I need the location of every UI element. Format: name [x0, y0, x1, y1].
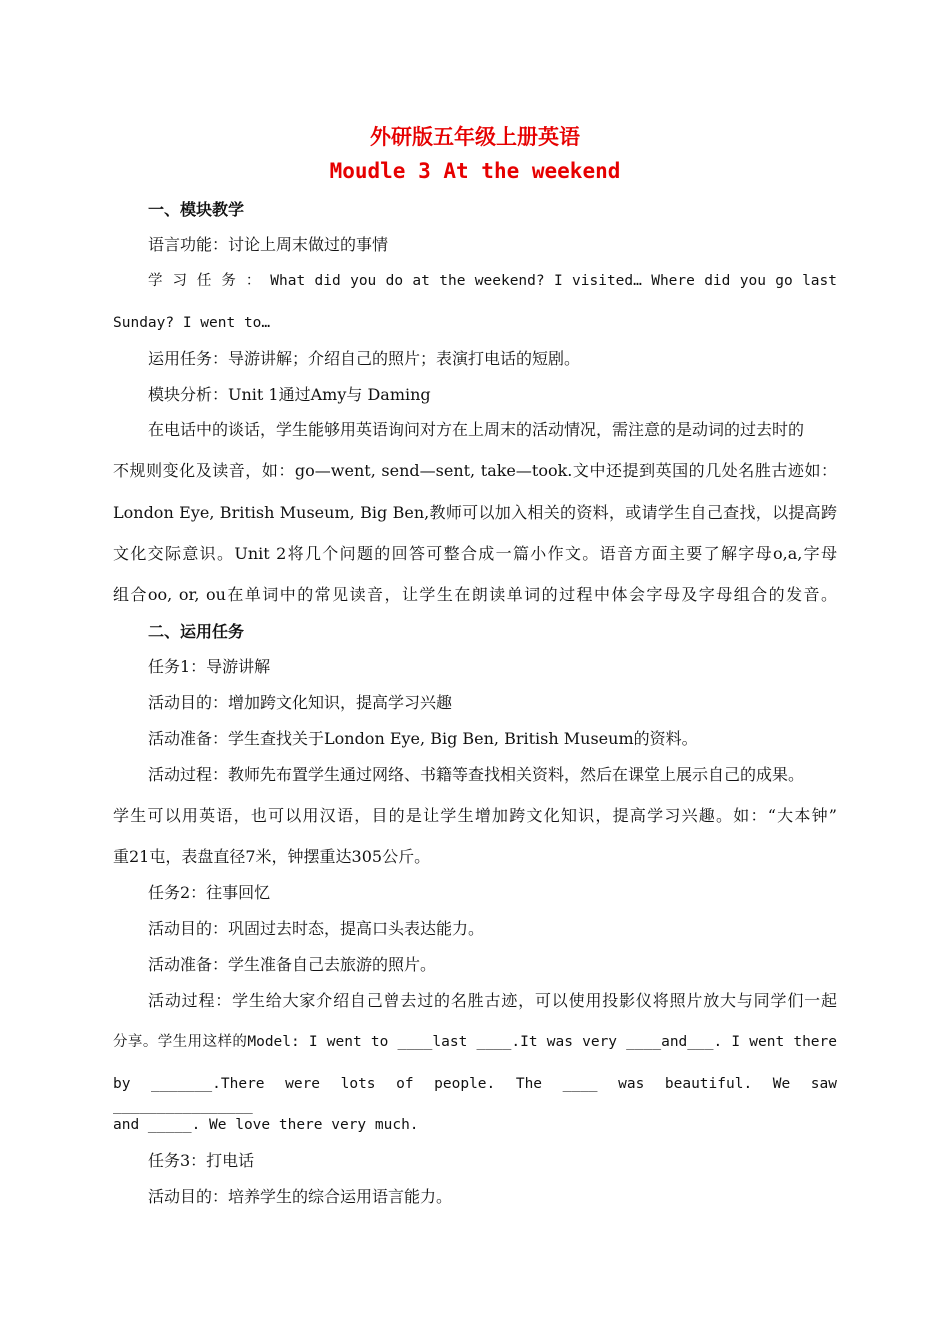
paragraph-line: London Eye, British Museum, Big Ben,教师可以加入相关的资料，或请学生自己查找，以提高跨	[113, 503, 837, 522]
paragraph-line: 活动过程：学生给大家介绍自己曾去过的名胜古迹，可以使用投影仪将照片放大与同学们一起	[148, 991, 837, 1010]
paragraph-line: 文化交际意识。Unit 2将几个问题的回答可整合成一篇小作文。语音方面主要了解字母o,a,字母	[113, 544, 837, 563]
paragraph-line: 活动目的：培养学生的综合运用语言能力。	[148, 1187, 453, 1206]
paragraph-line: and _____. We love there very much.	[113, 1117, 419, 1133]
paragraph-line: 活动目的：巩固过去时态，提高口头表达能力。	[148, 919, 485, 938]
paragraph-line: 在电话中的谈话，学生能够用英语询问对方在上周末的活动情况，需注意的是动词的过去时的	[148, 420, 805, 439]
paragraph-line: 模块分析：Unit 1通过Amy与 Daming	[148, 385, 431, 404]
section-heading-1: 一、模块教学	[148, 200, 245, 219]
paragraph-line: 不规则变化及读音，如：go—went, send—sent, take—took.文中还提到英国的几处名胜古迹如：	[113, 461, 837, 480]
paragraph-line: 活动目的：增加跨文化知识，提高学习兴趣	[148, 693, 453, 712]
paragraph-line: 运用任务：导游讲解；介绍自己的照片；表演打电话的短剧。	[148, 349, 581, 368]
paragraph-line: 组合oo, or, ou在单词中的常见读音，让学生在朗读单词的过程中体会字母及字母组合的发音。	[113, 585, 837, 604]
paragraph-line: 学生可以用英语，也可以用汉语，目的是让学生增加跨文化知识，提高学习兴趣。如：“大本钟”	[113, 806, 837, 825]
paragraph-line: 活动准备：学生查找关于London Eye, Big Ben, British Museum的资料。	[148, 729, 698, 748]
document-title: 外研版五年级上册英语	[370, 124, 580, 149]
section-heading-2: 二、运用任务	[148, 622, 245, 641]
paragraph-line: 学 习 任 务 ： What did you do at the weekend? I visited… Where did you go last	[148, 273, 837, 289]
paragraph-line: 任务2：往事回忆	[148, 883, 271, 902]
paragraph-line: 任务3：打电话	[148, 1151, 255, 1170]
paragraph-line: 分享。学生用这样的Model: I went to ____last ____.It was very ____and___. I went there	[113, 1034, 837, 1050]
paragraph-line: 活动过程：教师先布置学生通过网络、书籍等查找相关资料，然后在课堂上展示自己的成果。	[148, 765, 805, 784]
paragraph-line: 语言功能：讨论上周末做过的事情	[148, 235, 389, 254]
paragraph-line: 重21屯，表盘直径7米，钟摆重达305公斤。	[113, 847, 431, 866]
document-subtitle: Moudle 3 At the weekend	[329, 159, 621, 183]
paragraph-line: 活动准备：学生准备自己去旅游的照片。	[148, 955, 437, 974]
paragraph-line: by _______.There were lots of people. The ____ was beautiful. We saw ________________	[113, 1076, 837, 1114]
paragraph-line: 任务1：导游讲解	[148, 657, 271, 676]
paragraph-line: Sunday? I went to…	[113, 315, 271, 331]
